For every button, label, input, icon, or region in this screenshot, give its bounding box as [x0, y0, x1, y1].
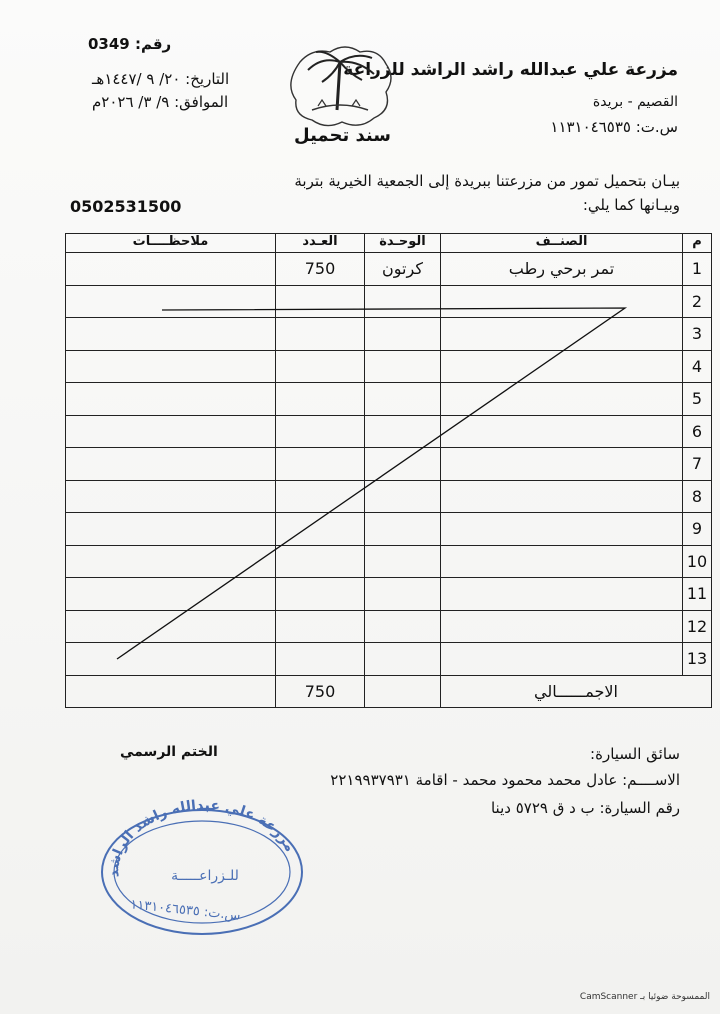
row-count: [276, 513, 365, 546]
row-unit: [365, 350, 441, 383]
row-item: [441, 448, 683, 481]
row-number: 13: [683, 643, 712, 676]
table-row: [66, 253, 712, 286]
row-notes: [66, 415, 276, 448]
items-table: [65, 233, 712, 708]
intro-line-2: وبيـانها كما يلي:: [582, 196, 680, 214]
row-count: [276, 383, 365, 416]
row-number: 10: [683, 545, 712, 578]
phone-number: 0502531500: [70, 197, 182, 216]
row-notes: [66, 578, 276, 611]
row-number: 8: [683, 480, 712, 513]
row-item: [441, 513, 683, 546]
row-number: 3: [683, 318, 712, 351]
row-item: تمر برحي رطب: [441, 253, 683, 286]
row-number: 5: [683, 383, 712, 416]
row-notes: [66, 318, 276, 351]
row-notes: [66, 383, 276, 416]
row-notes: [66, 253, 276, 286]
row-number: 12: [683, 610, 712, 643]
table-row: [66, 350, 712, 383]
row-unit: [365, 480, 441, 513]
total-count: 750: [276, 675, 365, 708]
row-unit: كرتون: [365, 253, 441, 286]
row-item: [441, 415, 683, 448]
row-item: [441, 350, 683, 383]
table-row: [66, 318, 712, 351]
table-header-row: [66, 234, 712, 253]
row-notes: [66, 545, 276, 578]
row-number: 2: [683, 285, 712, 318]
driver-name: الاســــم: عادل محمد محمود محمد - اقامة ٢٢١٩٩٣٧٩٣١: [330, 771, 680, 789]
row-count: [276, 643, 365, 676]
row-unit: [365, 610, 441, 643]
table-row: [66, 578, 712, 611]
table-row: [66, 513, 712, 546]
row-count: [276, 318, 365, 351]
row-item: [441, 643, 683, 676]
commercial-registration: س.ت: ١١٣١٠٤٦٥٣٥: [550, 118, 678, 136]
row-notes: [66, 285, 276, 318]
row-unit: [365, 643, 441, 676]
stamp-bottom-text: س.ت: ١١٣١٠٤٦٥٣٥: [129, 897, 242, 924]
table-row: [66, 480, 712, 513]
row-notes: [66, 448, 276, 481]
table-row: [66, 545, 712, 578]
row-number: 1: [683, 253, 712, 286]
row-count: [276, 285, 365, 318]
header-m: م: [683, 234, 712, 253]
row-unit: [365, 578, 441, 611]
row-notes: [66, 513, 276, 546]
row-number: 11: [683, 578, 712, 611]
total-notes: [66, 675, 276, 708]
header-count: العـدد: [276, 234, 365, 253]
row-item: [441, 285, 683, 318]
row-item: [441, 610, 683, 643]
row-number: 9: [683, 513, 712, 546]
row-item: [441, 578, 683, 611]
row-count: [276, 610, 365, 643]
row-unit: [365, 513, 441, 546]
farm-name: مزرعة علي عبدالله راشد الراشد للزراعة: [343, 60, 678, 80]
row-number: 6: [683, 415, 712, 448]
row-unit: [365, 415, 441, 448]
row-item: [441, 480, 683, 513]
row-unit: [365, 285, 441, 318]
row-notes: [66, 480, 276, 513]
table-row: [66, 610, 712, 643]
row-count: [276, 350, 365, 383]
stamp-ring-text: مزرعة علي عبدالله راشد الراشد: [106, 797, 298, 878]
scanner-watermark: CamScanner الممسوحة ضوئيا بـ: [579, 992, 710, 1002]
row-item: [441, 318, 683, 351]
row-unit: [365, 318, 441, 351]
driver-heading: سائق السيارة:: [590, 745, 680, 763]
table-row: [66, 643, 712, 676]
row-unit: [365, 448, 441, 481]
row-count: [276, 415, 365, 448]
table-row: [66, 415, 712, 448]
row-count: [276, 448, 365, 481]
row-count: 750: [276, 253, 365, 286]
header-item: الصنــف: [441, 234, 683, 253]
row-notes: [66, 350, 276, 383]
row-count: [276, 545, 365, 578]
date-gregorian: الموافق: ٩/ ٣/ ٢٠٢٦م: [92, 93, 229, 111]
row-unit: [365, 545, 441, 578]
row-notes: [66, 610, 276, 643]
document-title: سند تحميل: [294, 125, 391, 146]
table-row: [66, 285, 712, 318]
intro-line-1: بيـان بتحميل تمور من مزرعتنا ببريدة إلى الجمعية الخيرية بتربة: [294, 172, 680, 190]
total-label: الاجمــــــالي: [441, 675, 712, 708]
total-unit: [365, 675, 441, 708]
row-unit: [365, 383, 441, 416]
row-count: [276, 578, 365, 611]
header-notes: ملاحظــــات: [66, 234, 276, 253]
table-row: [66, 383, 712, 416]
row-number: 7: [683, 448, 712, 481]
total-row: [66, 675, 712, 708]
vehicle-plate: رقم السيارة: ب د ق ٥٧٢٩ دينا: [490, 799, 680, 817]
row-item: [441, 545, 683, 578]
farm-region: القصيم - بريدة: [592, 94, 678, 110]
row-number: 4: [683, 350, 712, 383]
seal-heading: الختم الرسمي: [120, 744, 218, 760]
table-row: [66, 448, 712, 481]
date-hijri: التاريخ: ٢٠/ ٩ /١٤٤٧هـ: [92, 70, 230, 88]
document-number: رقم: 0349: [88, 35, 172, 53]
stamp-middle-text: للـزراعـــــة: [171, 868, 239, 884]
row-item: [441, 383, 683, 416]
row-count: [276, 480, 365, 513]
header-unit: الوحـدة: [365, 234, 441, 253]
row-notes: [66, 643, 276, 676]
